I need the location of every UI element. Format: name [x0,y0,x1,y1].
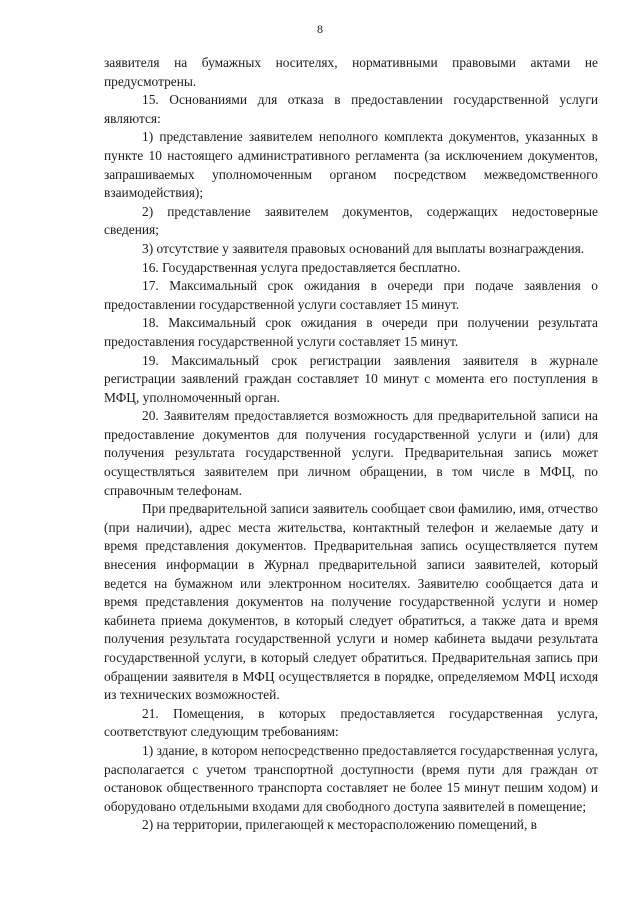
paragraph-15-refusal-grounds: 15. Основаниями для отказа в предоставлении государственной услуги являются: [104,92,598,126]
paragraph-21-item-1: 1) здание, в котором непосредственно предоставляется государственная услуга, располагается с учетом транспортной доступности (время пути для граждан от остановок общественного транспорта составляет не более 15 минут пешим ходом) и оборудовано отдельными входами для свободного доступа заявителей в помещение; [104,742,598,814]
paragraph-19: 19. Максимальный срок регистрации заявления заявителя в журнале регистрации заявлений граждан составляет 10 минут с момента его поступления в МФЦ, уполномоченный орган. [104,352,598,405]
paragraph-20-preliminary-record: При предварительной записи заявитель сообщает свои фамилию, имя, отчество (при наличии), адрес места жительства, контактный телефон и желаемые дату и время представления документов. Предварительная запись осуществляется путем внесения информации в Журнал предварительной записи заявителей, который ведется на бумажном или электронном носителях. Заявителю сообщается дата и время представления документов на получение государственной услуги и номер кабинета приема документов, в который следует обратиться, а также дата и время получения результата государственной услуги и номер кабинета выдачи результата государственной услуги, в который следует обратиться. Предварительная запись при обращении заявителя в МФЦ осуществляется в порядке, определяемом МФЦ исходя из технических возможностей. [104,501,598,703]
paragraph-15-item-3: 3) отсутствие у заявителя правовых оснований для выплаты вознаграждения. [142,240,585,256]
paragraph-17: 17. Максимальный срок ожидания в очереди при подаче заявления о предоставлении государственной услуги составляет 15 минут. [104,278,598,312]
paragraph-16: 16. Государственная услуга предоставляется бесплатно. [142,259,461,275]
paragraph-20: 20. Заявителям предоставляется возможность для предварительной записи на предоставление документов для получения государственной услуги и (или) для получения результата государственной услуги. Предварительная запись может осуществляться заявителем при личном обращении, в том числе в МФЦ, по справочным телефонам. [104,408,598,498]
paragraph-18: 18. Максимальный срок ожидания в очереди при получении результата предоставления государственной услуги составляет 15 минут. [104,315,598,349]
document-body [104,54,598,835]
page-number: 8 [317,22,323,36]
paragraph-15-item-2: 2) представление заявителем документов, содержащих недостоверные сведения; [104,203,598,238]
paragraph-21: 21. Помещения, в которых предоставляется государственная услуга, соответствуют следующим требованиям: [104,705,598,740]
paragraph-continuation: заявителя на бумажных носителях, нормативными правовыми актами не предусмотрены. [104,55,598,89]
paragraph-15-item-1: 1) представление заявителем неполного комплекта документов, указанных в пункте 10 настоящего административного регламента (за исключением документов, запрашиваемых уполномоченным органом посредством межведомственного взаимодействия); [104,129,598,201]
paragraph-21-item-2: 2) на территории, прилегающей к месторасположению помещений, в [142,817,537,833]
